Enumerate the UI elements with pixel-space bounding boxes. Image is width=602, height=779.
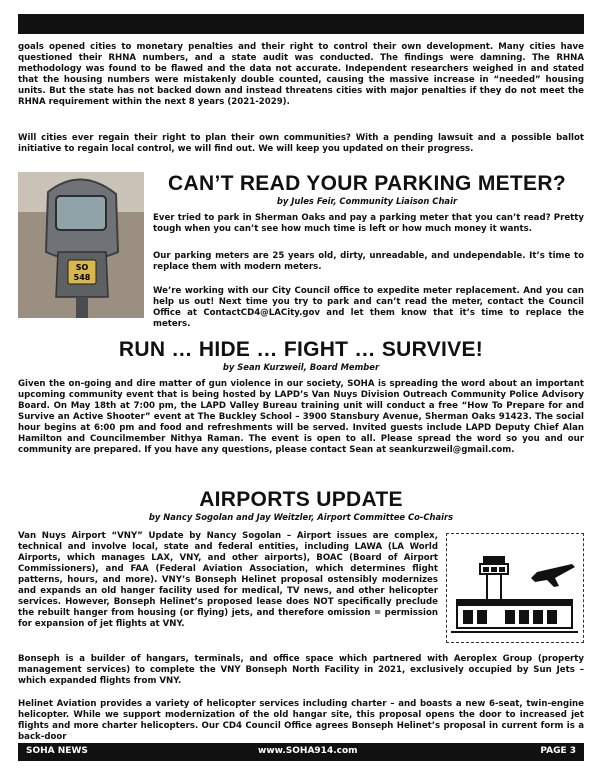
run-byline: by Sean Kurzweil, Board Member bbox=[222, 362, 380, 372]
meter-paragraph-2: Our parking meters are 25 years old, dirty, unreadable, and undependable. It’s time to replace them with modern meters. bbox=[153, 251, 584, 272]
run-paragraph: Given the on-going and dire matter of gun violence in our society, SOHA is spreading the word about an important upcoming community event that is being hosted by LAPD’s Van Nuys Division Outreach Community Police Advisory Board. On May 18th at 7:00 pm, the LAPD Valley Bureau training unit will conduct a free “How To Prepare for and Survive an Active Shooter” event at The Buckley School – 3900 Stansbury Avenue, Sherman Oaks 91423. The social hour begins at 6:00 pm and food and refreshments will be served. Invited guests include LAPD Deputy Chief Alan Hamilton and Councilmember Nithya Raman. The event is open to all. Please spread the word so you and our community are prepared. If you have any questions, please contact Sean at seankurzweil@gmail.com. bbox=[18, 379, 584, 455]
airport-illustration bbox=[446, 533, 584, 643]
top-bar bbox=[18, 14, 584, 34]
run-heading: RUN … HIDE … FIGHT … SURVIVE! bbox=[118, 338, 484, 361]
meter-label-line2: 548 bbox=[73, 273, 91, 282]
airports-paragraph-1-lead: Van Nuys Airport “VNY” Update by Nancy Sogolan bbox=[18, 531, 282, 541]
rhna-paragraph-2: Will cities ever regain their right to plan their own communities? With a pending lawsuit and a possible ballot initiative to regain local control, we will find out. We will keep you updated on their progress. bbox=[18, 133, 584, 154]
airports-paragraph-3: Helinet Aviation provides a variety of helicopter services including charter – and boasts a new 6-seat, twin-engine helicopter. While we support modernization of the old hangar site, this proposal opens the door to increased jet flights and more charter helicopters. Our CD4 Council Office agrees Bonseph Helinet’s proposal in current form is a back-door bbox=[18, 699, 584, 742]
meter-label-line1: SO bbox=[75, 263, 89, 272]
parking-meter-photo bbox=[18, 172, 144, 318]
airplane-icon bbox=[531, 564, 575, 587]
parking-meter-icon bbox=[18, 172, 144, 318]
footer-publication: SOHA NEWS bbox=[26, 746, 88, 756]
airports-paragraph-1 bbox=[18, 531, 438, 630]
page-footer bbox=[18, 743, 584, 761]
meter-paragraph-3: We’re working with our City Council office to expedite meter replacement. And you can help us out! Next time you try to park and can’t read the meter, contact the Council Office at ContactCD4@LACity.gov and let them know that it’s time to replace the meters. bbox=[153, 286, 584, 329]
airports-paragraph-2: Bonseph is a builder of hangars, terminals, and office space which partnered with Aeroplex Group (property management services) to complete the VNY Bonseph North Facility in 2021, exclusively occupied by Sun Jets – which expanded flights from VNY. bbox=[18, 654, 584, 686]
meter-paragraph-1: Ever tried to park in Sherman Oaks and pay a parking meter that you can’t read? Pretty tough when you can’t see how much time is left or how much money it wants. bbox=[153, 213, 584, 234]
airports-heading: AIRPORTS UPDATE bbox=[199, 488, 403, 511]
footer-page-number: PAGE 3 bbox=[540, 746, 576, 756]
meter-heading: CAN’T READ YOUR PARKING METER? bbox=[168, 172, 566, 195]
airports-byline: by Nancy Sogolan and Jay Weitzler, Airport Committee Co-Chairs bbox=[148, 512, 454, 522]
airports-paragraph-1-body: – Airport issues are complex, technical and involve local, state and federal entities, including LAWA (LA World Airports, which manages LAX, VNY, and other airports), BOAC (Board of Airport Commissioners), and FAA (Federal Aviation Association, which determines flight patterns, hours, and more). VNY’s Bonseph Helinet proposal ostensibly modernizes and expands an old hanger facility used for medical, TV news, and other helicopter services. However, Bonseph Helinet’s proposed lease does NOT specifically preclude the rebuilt hanger from housing (or flying) jets, and therefore omission = permission for expansion of jet flights at VNY. bbox=[18, 531, 438, 629]
footer-website-link[interactable]: www.SOHA914.com bbox=[258, 746, 358, 756]
meter-byline: by Jules Feir, Community Liaison Chair bbox=[276, 196, 458, 206]
airport-tower-icon bbox=[447, 534, 582, 641]
rhna-paragraph-1: goals opened cities to monetary penalties and their right to control their own development. Many cities have questioned their RHNA numbers, and a state audit was conducted. The findings were damning. The RHNA methodology was found to be flawed and the data not accurate. Independent researchers weighed in and stated that the housing numbers were mistakenly double counted, causing the massive increase in “needed” housing units. But the state has not backed down and instead threatens cities with major penalties if they do not meet the RHNA requirement within the next 8 years (2021-2029). bbox=[18, 42, 584, 107]
